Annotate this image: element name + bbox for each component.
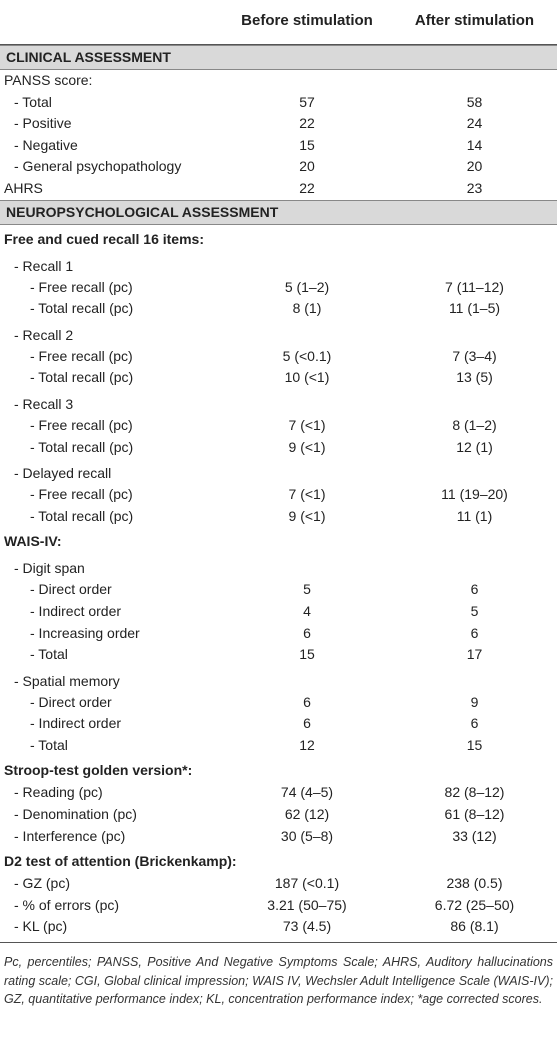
- before-value: 74 (4–5): [280, 784, 334, 801]
- after-value: 61 (8–12): [444, 806, 505, 823]
- table-row: [0, 623, 557, 645]
- after-value: 17: [466, 646, 483, 663]
- before-value: 4: [303, 602, 311, 619]
- table-row: [0, 666, 557, 692]
- before-value: 20: [299, 158, 315, 175]
- table-row: [0, 579, 557, 601]
- before-value: 5: [303, 581, 311, 598]
- row-label: - Negative: [14, 136, 78, 153]
- before-value: 62 (12): [284, 806, 330, 823]
- after-value: 11 (19–20): [441, 486, 508, 503]
- row-label: Free and cued recall 16 items:: [4, 230, 204, 247]
- after-value: 23: [466, 179, 483, 196]
- table-row: [0, 251, 557, 277]
- table-row: [0, 527, 557, 553]
- row-label: - Free recall (pc): [30, 416, 133, 433]
- before-value: 5 (<0.1): [282, 347, 332, 364]
- row-label: - Free recall (pc): [30, 278, 133, 295]
- row-label: - Reading (pc): [14, 784, 103, 801]
- after-value: 12 (1): [456, 438, 493, 455]
- after-value: 8 (1–2): [452, 416, 497, 433]
- before-value: 6: [303, 624, 311, 641]
- row-label: - Direct order: [30, 693, 112, 710]
- table-row: [0, 895, 557, 917]
- after-value: 7 (11–12): [445, 278, 504, 295]
- table-row: [0, 916, 557, 938]
- after-value: 6: [470, 624, 479, 641]
- before-value: 187 (<0.1): [274, 875, 340, 892]
- table-header: [0, 0, 557, 45]
- table-row: [0, 601, 557, 623]
- after-value: 82 (8–12): [444, 784, 505, 801]
- before-value: 5 (1–2): [284, 278, 330, 295]
- before-value: 7 (<1): [288, 486, 326, 503]
- row-label: - GZ (pc): [14, 875, 70, 892]
- table-row: [0, 804, 557, 826]
- row-label: - Denomination (pc): [14, 806, 137, 823]
- table-row: [0, 277, 557, 299]
- table-row: [0, 113, 557, 135]
- before-value: 8 (1): [292, 300, 322, 317]
- table-body: [0, 45, 557, 938]
- table-row: [0, 847, 557, 873]
- after-value: 58: [466, 93, 483, 110]
- table-row: [0, 92, 557, 114]
- before-value: 30 (5–8): [280, 827, 334, 844]
- table-row: [0, 225, 557, 251]
- before-value: 6: [303, 715, 311, 732]
- row-label: - Total recall (pc): [30, 507, 134, 524]
- before-value: 22: [299, 115, 315, 132]
- after-value: 15: [466, 736, 483, 753]
- after-value: 6: [470, 581, 479, 598]
- row-label: - Total recall (pc): [30, 300, 134, 317]
- row-label: - Indirect order: [30, 602, 122, 619]
- table-row: [0, 346, 557, 368]
- after-value: 33 (12): [452, 827, 497, 844]
- table-row: [0, 782, 557, 804]
- row-label: - Increasing order: [30, 624, 140, 641]
- row-label: Stroop-test golden version*:: [4, 762, 193, 779]
- after-value: 20: [466, 158, 483, 175]
- row-label: WAIS-IV:: [4, 533, 62, 550]
- section-header-row: [0, 200, 557, 225]
- table-row: [0, 135, 557, 157]
- row-label: D2 test of attention (Brickenkamp):: [4, 853, 237, 870]
- row-label: - Direct order: [30, 581, 112, 598]
- before-value: 15: [299, 646, 315, 663]
- row-label: - Total: [14, 93, 52, 110]
- header-after-stimulation: After stimulation: [414, 12, 535, 29]
- after-value: 11 (1): [456, 507, 493, 524]
- table-row: [0, 70, 557, 92]
- row-label: - Total recall (pc): [30, 369, 134, 386]
- after-value: 13 (5): [456, 369, 493, 386]
- table-row: [0, 506, 557, 528]
- row-label: - Indirect order: [30, 715, 122, 732]
- table-row: [0, 389, 557, 415]
- before-value: 12: [299, 736, 315, 753]
- table-row: [0, 437, 557, 459]
- row-label: - Total: [30, 736, 68, 753]
- table-row: [0, 156, 557, 178]
- before-value: 73 (4.5): [282, 918, 332, 935]
- after-value: 6: [470, 715, 479, 732]
- row-label: - % of errors (pc): [14, 896, 120, 913]
- after-value: 7 (3–4): [452, 347, 497, 364]
- table-row: [0, 415, 557, 437]
- after-value: 86 (8.1): [450, 918, 499, 935]
- after-value: 5: [470, 602, 479, 619]
- row-label: CLINICAL ASSESSMENT: [6, 49, 171, 65]
- after-value: 14: [466, 136, 483, 153]
- before-value: 15: [299, 136, 315, 153]
- before-value: 3.21 (50–75): [267, 896, 347, 913]
- row-label: - Digit span: [14, 560, 85, 577]
- row-label: - Total recall (pc): [30, 438, 134, 455]
- before-value: 9 (<1): [288, 438, 326, 455]
- row-label: PANSS score:: [4, 72, 93, 88]
- row-label: - Recall 1: [14, 257, 74, 274]
- table-footnote: Pc, percentiles; PANSS, Positive And Negative Symptoms Scale; AHRS, Auditory hallucinations rating scale; CGI, Global clinical impression; WAIS IV, Wechsler Adult Intelligence Scale (WAIS-IV); GZ, quantitative performance index; KL, concentration performance index; *age corrected scores.: [4, 955, 553, 1007]
- after-value: 11 (1–5): [448, 300, 501, 317]
- table-row: [0, 178, 557, 200]
- row-label: - Positive: [14, 115, 72, 132]
- row-label: - KL (pc): [14, 918, 68, 935]
- table-row: [0, 713, 557, 735]
- row-label: - General psychopathology: [14, 158, 182, 175]
- after-value: 238 (0.5): [446, 875, 503, 892]
- table-row: [0, 644, 557, 666]
- table-row: [0, 484, 557, 506]
- row-label: AHRS: [4, 179, 43, 196]
- table-row: [0, 320, 557, 346]
- after-value: 6.72 (25–50): [434, 896, 515, 913]
- row-label: - Recall 2: [14, 326, 74, 343]
- table-row: [0, 458, 557, 484]
- table-row: [0, 873, 557, 895]
- row-label: - Recall 3: [14, 395, 74, 412]
- row-label: - Total: [30, 646, 68, 663]
- table-row: [0, 756, 557, 782]
- table-row: [0, 735, 557, 757]
- row-label: - Free recall (pc): [30, 347, 133, 364]
- row-label: - Spatial memory: [14, 672, 120, 689]
- after-value: 9: [470, 693, 479, 710]
- table-row: [0, 367, 557, 389]
- row-label: - Delayed recall: [14, 465, 112, 482]
- row-label: - Free recall (pc): [30, 486, 133, 503]
- before-value: 7 (<1): [288, 416, 326, 433]
- before-value: 22: [299, 179, 315, 196]
- row-label: - Interference (pc): [14, 827, 126, 844]
- header-before-stimulation: Before stimulation: [241, 12, 373, 29]
- before-value: 10 (<1): [284, 369, 330, 386]
- table-row: [0, 826, 557, 848]
- table-row: [0, 692, 557, 714]
- before-value: 6: [303, 693, 311, 710]
- table-row: [0, 553, 557, 579]
- before-value: 57: [299, 93, 315, 110]
- after-value: 24: [466, 115, 483, 132]
- section-header-row: [0, 45, 557, 70]
- table-row: [0, 298, 557, 320]
- row-label: NEUROPSYCHOLOGICAL ASSESSMENT: [6, 203, 279, 220]
- before-value: 9 (<1): [288, 507, 326, 524]
